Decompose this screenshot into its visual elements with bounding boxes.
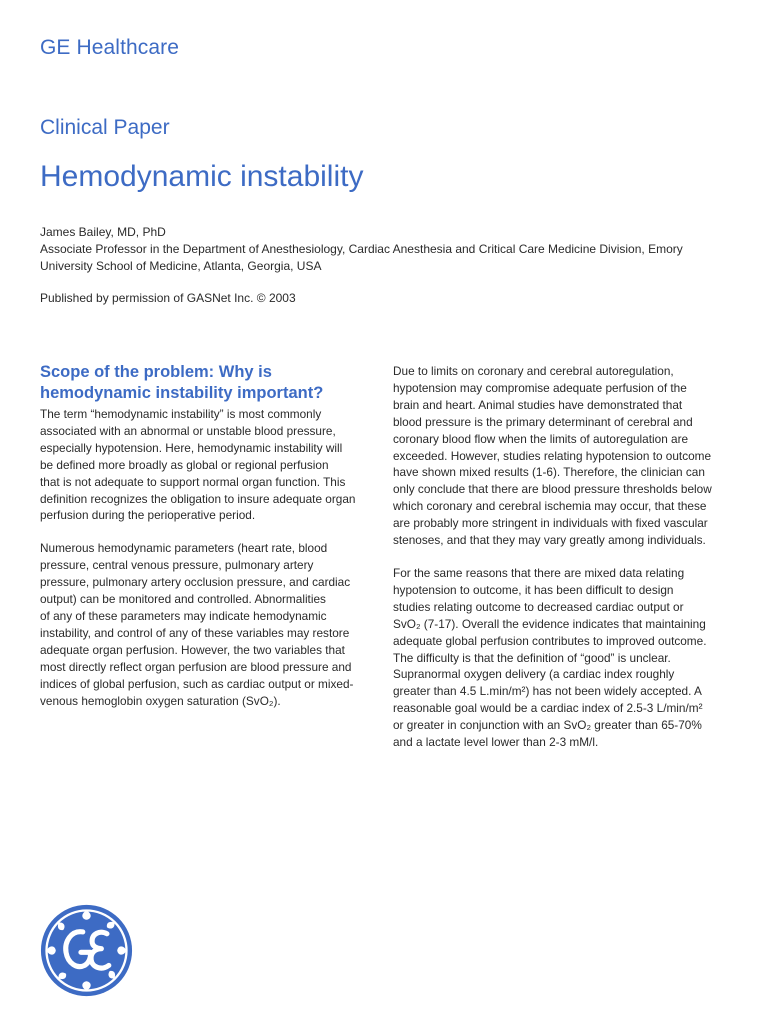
text-line: indices of global perfusion, such as cardiac output or mixed- (40, 676, 354, 691)
text-line: brain and heart. Animal studies have demonstrated that (393, 397, 683, 412)
text-line: Due to limits on coronary and cerebral autoregulation, (393, 364, 674, 378)
text-line: only conclude that there are blood pressure thresholds below (393, 482, 712, 497)
paragraph (40, 540, 372, 709)
brand-name: GE Healthcare (40, 36, 180, 59)
author-name: James Bailey, MD, PhD (40, 225, 166, 239)
paragraph (393, 565, 730, 751)
text-line: be defined more broadly as global or regional perfusion (40, 457, 329, 472)
text-line: and a lactate level lower than 2-3 mM/l. (393, 735, 599, 750)
text-line: pressure, pulmonary artery occlusion pressure, and cardiac (40, 575, 351, 590)
ge-monogram-logo (40, 904, 133, 997)
left-column (40, 362, 372, 725)
text-line: especially hypotension. Here, hemodynamic instability will (40, 440, 343, 455)
text-line: adequate global perfusion contributes to improved outcome. (393, 633, 707, 648)
text-line: stenoses, and that they may vary greatly among individuals. (393, 533, 706, 548)
text-line: exceeded. However, studies relating hypotension to outcome (393, 448, 712, 463)
text-line: pressure, central venous pressure, pulmonary artery (40, 558, 314, 573)
text-line: most directly reflect organ perfusion are blood pressure and (40, 659, 352, 674)
paper-type: Clinical Paper (40, 116, 170, 139)
text-line: venous hemoglobin oxygen saturation (SvO₂). (40, 693, 281, 708)
text-line: For the same reasons that there are mixed data relating (393, 565, 685, 580)
text-line: or greater in conjunction with an SvO₂ greater than 65-70% (393, 718, 702, 733)
text-line: reasonable goal would be a cardiac index of 2.5-3 L/min/m² (393, 701, 703, 716)
author-affiliation: Associate Professor in the Department of Anesthesiology, Cardiac Anesthesia and Critical Care Medicine Division, Emory University School of Medicine, Atlanta, Georgia, USA (40, 242, 683, 273)
text-line: greater than 4.5 L.min/m²) has not been widely accepted. A (393, 684, 702, 699)
text-line: instability, and control of any of these variables may restore (40, 625, 350, 640)
text-line: of any of these parameters may indicate hemodynamic (40, 608, 327, 623)
text-line: associated with an abnormal or unstable blood pressure, (40, 423, 336, 438)
text-line: The difficulty is that the definition of “good” is unclear. (393, 650, 671, 665)
ge-logo-icon (40, 904, 133, 997)
text-line: output) can be monitored and controlled. Abnormalities (40, 592, 326, 607)
permission-notice: Published by permission of GASNet Inc. © 2003 (40, 291, 296, 305)
text-line: The term “hemodynamic instability” is most commonly (40, 407, 322, 421)
text-line: SvO₂ (7-17). Overall the evidence indicates that maintaining (393, 616, 706, 631)
text-line: which coronary and cerebral ischemia may occur, that these (393, 499, 707, 514)
text-line: Supranormal oxygen delivery (a cardiac index roughly (393, 667, 675, 682)
text-line: hypotension may compromise adequate perfusion of the (393, 380, 687, 395)
text-line: definition recognizes the obligation to insure adequate organ (40, 491, 356, 506)
text-line: have shown mixed results (1-6). Therefore, the clinician can (393, 465, 705, 480)
section-heading: Scope of the problem: Why is hemodynamic instability important? (40, 363, 324, 402)
text-line: hypotension to outcome, it has been difficult to design (393, 582, 674, 597)
text-line: are probably more stringent in individuals with fixed vascular (393, 516, 708, 531)
right-column (393, 363, 730, 767)
text-line: perfusion during the perioperative period. (40, 508, 256, 523)
paragraph (393, 363, 730, 549)
text-line: that is not adequate to support normal organ function. This (40, 474, 346, 489)
text-line: studies relating outcome to decreased cardiac output or (393, 599, 684, 614)
text-line: coronary blood flow when the limits of autoregulation are (393, 431, 689, 446)
page-title: Hemodynamic instability (40, 160, 364, 193)
paragraph (40, 406, 372, 524)
text-line: Numerous hemodynamic parameters (heart rate, blood (40, 541, 328, 556)
text-line: blood pressure is the primary determinant of cerebral and (393, 414, 693, 429)
text-line: adequate organ perfusion. However, the two variables that (40, 642, 345, 657)
